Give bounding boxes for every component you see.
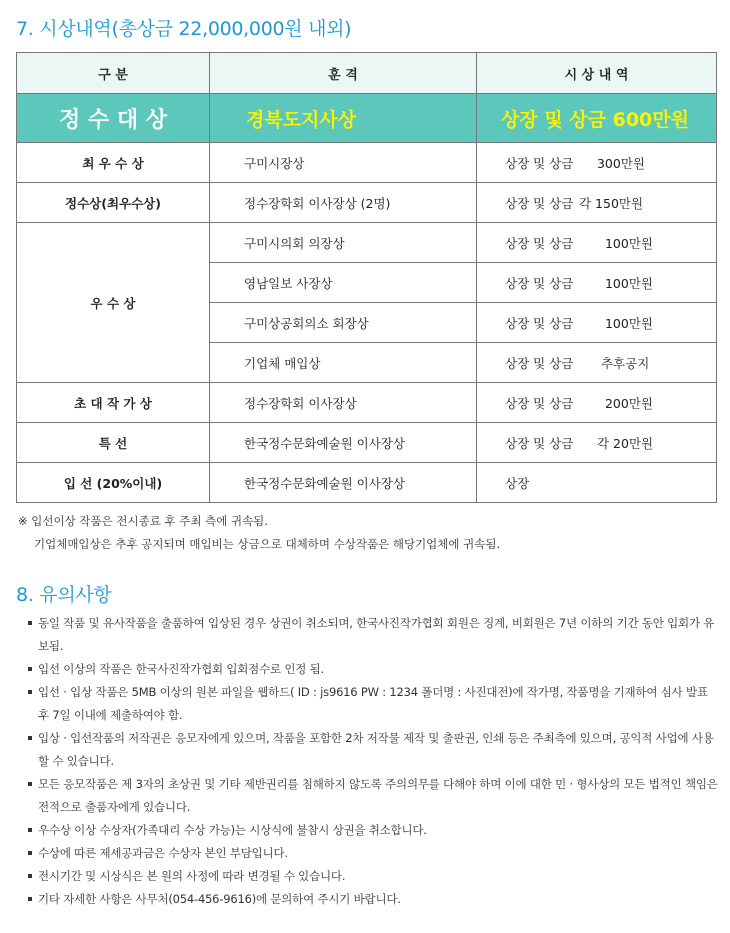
grand-prize-honor: 경북도지사상	[210, 94, 477, 143]
awards-table	[16, 52, 717, 503]
list-item: 입상 · 입선작품의 저작권은 응모자에게 있으며, 작품을 포함한 2차 저작물 제작 및 출판권, 인쇄 등은 주최측에 있으며, 공익적 사업에 사용할 수 있습니다.	[28, 727, 718, 773]
footnote-1: ※ 입선이상 작품은 전시종료 후 주최 측에 귀속됨.	[18, 514, 268, 528]
honor-cell: 한국정수문화예술원 이사장상	[210, 463, 477, 503]
award-cell: 상장 및 상금 200만원	[477, 383, 717, 423]
honor-cell: 구미상공회의소 회장상	[210, 303, 477, 343]
table-row	[17, 423, 717, 463]
category-cell: 특 선	[17, 423, 210, 463]
grand-prize-row	[17, 94, 717, 143]
list-item: 동일 작품 및 유사작품을 출품하여 입상된 경우 상권이 취소되며, 한국사진작가협회 회원은 징계, 비회원은 7년 이하의 기간 동안 입회가 유보됨.	[28, 612, 718, 658]
honor-cell: 기업체 매입상	[210, 343, 477, 383]
award-cell: 상장 및 상금 100만원	[477, 263, 717, 303]
header-award: 시 상 내 역	[477, 53, 717, 94]
list-item: 전시기간 및 시상식은 본 원의 사정에 따라 변경될 수 있습니다.	[28, 865, 718, 888]
table-header-row	[17, 53, 717, 94]
honor-cell: 구미시의회 의장상	[210, 223, 477, 263]
table-row	[17, 383, 717, 423]
award-cell: 상장 및 상금 100만원	[477, 303, 717, 343]
category-cell: 입 선 (20%이내)	[17, 463, 210, 503]
honor-cell: 영남일보 사장상	[210, 263, 477, 303]
honor-cell: 정수장학회 이사장상	[210, 383, 477, 423]
section-7-title: 7. 시상내역(총상금 22,000,000원 내외)	[16, 18, 352, 40]
list-item: 모든 응모작품은 제 3자의 초상권 및 기타 제반권리를 침해하지 않도록 주의의무를 다해야 하며 이에 대한 민 · 형사상의 모든 법적인 책임은 전적으로 출품자에게 있습니다.	[28, 773, 718, 819]
honor-cell: 한국정수문화예술원 이사장상	[210, 423, 477, 463]
honor-cell: 정수장학회 이사장상 (2명)	[210, 183, 477, 223]
section-8-title: 8. 유의사항	[16, 584, 112, 606]
category-cell: 우 수 상	[17, 223, 210, 383]
header-category: 구 분	[17, 53, 210, 94]
award-cell: 상장 및 상금 추후공지	[477, 343, 717, 383]
table-row	[17, 223, 717, 263]
list-item: 수상에 따른 제세공과금은 수상자 본인 부담입니다.	[28, 842, 718, 865]
award-cell: 상장 및 상금 100만원	[477, 223, 717, 263]
list-item: 우수상 이상 수상자(가족대리 수상 가능)는 시상식에 불참시 상권을 취소합니다.	[28, 819, 718, 842]
award-cell: 상장 및 상금 각 20만원	[477, 423, 717, 463]
honor-cell: 구미시장상	[210, 143, 477, 183]
award-cell: 상장 및 상금 각 150만원	[477, 183, 717, 223]
table-row	[17, 463, 717, 503]
category-cell: 초 대 작 가 상	[17, 383, 210, 423]
award-cell: 상장 및 상금 300만원	[477, 143, 717, 183]
list-item: 기타 자세한 사항은 사무처(054-456-9616)에 문의하여 주시기 바랍니다.	[28, 888, 718, 911]
notice-list	[28, 612, 718, 911]
category-cell: 정수상(최우수상)	[17, 183, 210, 223]
grand-prize-award: 상장 및 상금 600만원	[477, 94, 717, 143]
award-cell: 상장	[477, 463, 717, 503]
footnote-2: 기업체매입상은 추후 공지되며 매입비는 상금으로 대체하며 수상작품은 해당기업체에 귀속됨.	[34, 537, 501, 551]
header-honor: 훈 격	[210, 53, 477, 94]
category-cell: 최 우 수 상	[17, 143, 210, 183]
table-row	[17, 183, 717, 223]
table-row	[17, 143, 717, 183]
list-item: 입선 이상의 작품은 한국사진작가협회 입회점수로 인정 됨.	[28, 658, 718, 681]
list-item: 입선 · 입상 작품은 5MB 이상의 원본 파일을 웹하드( ID : js9616 PW : 1234 폴더명 : 사진대전)에 작가명, 작품명을 기재하여 심사 발표 후 7일 이내에 제출하여야 함.	[28, 681, 718, 727]
grand-prize-category: 정 수 대 상	[17, 94, 210, 143]
